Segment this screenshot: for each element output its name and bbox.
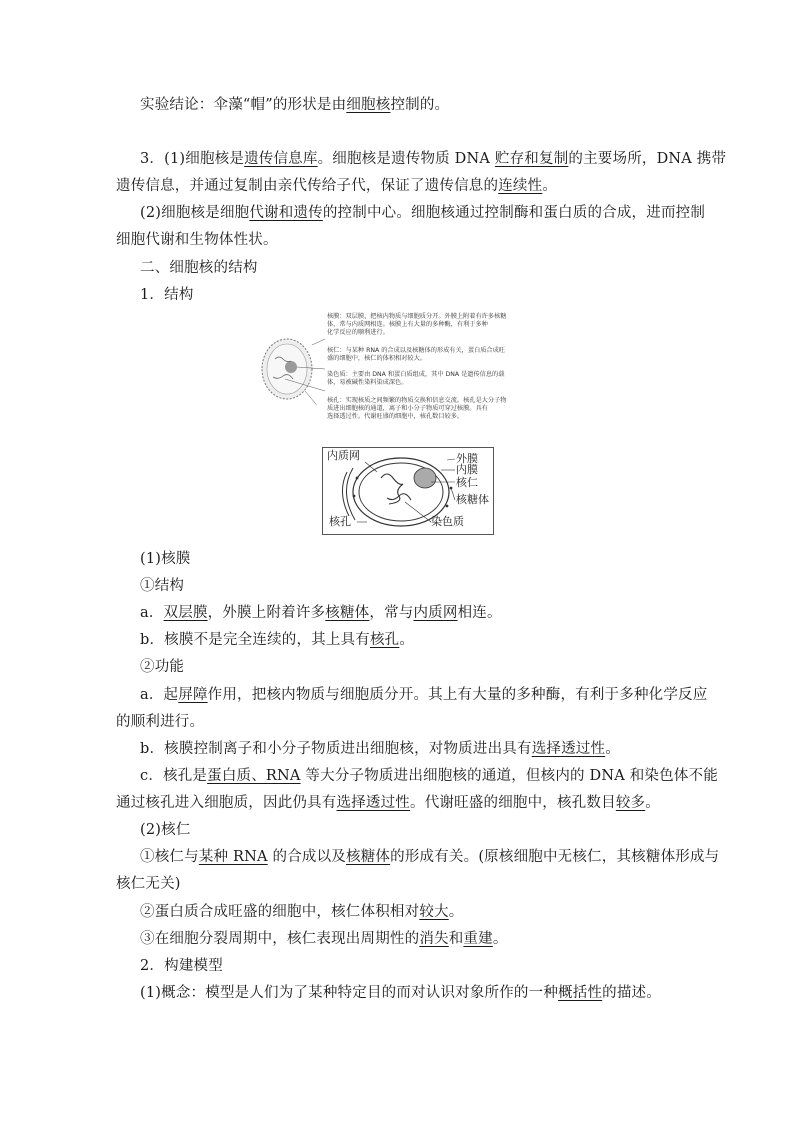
nuclear-pore-note-3: 选择透过性。代谢旺盛的细胞中，核孔数目较多。 — [327, 413, 464, 420]
envelope-function-a-line2: 的顺利进行。 — [116, 714, 205, 730]
paragraph-3-1: 3．(1)细胞核是遗传信息库。细胞核是遗传物质 DNA 贮存和复制的主要场所，DNA 携带 — [140, 151, 727, 167]
label-ribosome: 核糖体 — [456, 493, 489, 506]
nucleus-labeled-diagram — [322, 447, 494, 535]
paragraph-3-1-line2: 遗传信息，并通过复制由亲代传给子代，保证了遗传信息的连续性。 — [116, 178, 558, 194]
paragraph-3-2: (2)细胞核是细胞代谢和遗传的控制中心。细胞核通过控制酶和蛋白质的合成，进而控制 — [140, 205, 706, 221]
subheading-nucleolus: (2)核仁 — [140, 822, 191, 838]
nucleolus-note-2: 盛的细胞中，核仁的体积相对较大。 — [327, 355, 426, 362]
model-concept: (1)概念：模型是人们为了某种特定目的而对认识对象所作的一种概括性的描述。 — [140, 985, 661, 1001]
nucleolus-point-1-line2: 核仁无关) — [116, 876, 181, 892]
envelope-function-c: c．核孔是蛋白质、RNA 等大分子物质进出细胞核的通道，但核内的 DNA 和染色体不能 — [140, 768, 718, 784]
label-nuclear-pore: 核孔 — [329, 515, 351, 528]
label-inner-membrane: 内膜 — [456, 463, 478, 476]
envelope-structure-b: b．核膜不是完全连续的，其上具有核孔。 — [140, 632, 415, 648]
nucleolus-point-2: ②蛋白质合成旺盛的细胞中，核仁体积相对较大。 — [140, 904, 464, 920]
subheading-structure: ①结构 — [140, 578, 185, 594]
envelope-function-c-line2: 通过核孔进入细胞质，因此仍具有选择透过性。代谢旺盛的细胞中，核孔数目较多。 — [116, 795, 660, 811]
nucleus-annotated-figure — [257, 309, 562, 433]
label-chromatin: 染色质 — [431, 515, 464, 528]
nuclear-envelope-note-1: 核膜：双层膜，把核内物质与细胞质分开。外膜上附着有许多核糖 — [327, 313, 507, 320]
label-outer-membrane: 外膜 — [456, 452, 478, 465]
envelope-function-a: a．起屏障作用，把核内物质与细胞质分开。其上有大量的多种酶，有利于多种化学反应 — [140, 687, 708, 703]
subsection-build-model: 2．构建模型 — [140, 958, 223, 974]
nucleus-illustration — [257, 329, 325, 405]
chromatin-note-2: 体，易被碱性染料染成深色。 — [327, 379, 408, 386]
subheading-nuclear-envelope: (1)核膜 — [140, 551, 191, 567]
nuclear-envelope-note-2: 体，常与内质网相连。核膜上有大量的多种酶，有利于多种 — [327, 321, 488, 328]
paragraph-3-2-line2: 细胞代谢和生物体性状。 — [116, 232, 278, 248]
envelope-function-b: b．核膜控制离子和小分子物质进出细胞核，对物质进出具有选择透过性。 — [140, 741, 620, 757]
chromatin-note-1: 染色质：主要由 DNA 和蛋白质组成，其中 DNA 是遗传信息的载 — [327, 371, 505, 378]
nucleolus-note-1: 核仁：与某种 RNA 的合成以及核糖体的形成有关，蛋白质合成旺 — [327, 347, 505, 354]
experiment-conclusion: 实验结论：伞藻“帽”的形状是由细胞核控制的。 — [140, 97, 450, 113]
label-endoplasmic-reticulum: 内质网 — [327, 449, 360, 462]
envelope-structure-a: a．双层膜，外膜上附着许多核糖体，常与内质网相连。 — [140, 605, 502, 621]
label-nucleolus: 核仁 — [456, 476, 478, 489]
nuclear-envelope-note-3: 化学反应的顺利进行。 — [327, 329, 389, 336]
subheading-function: ②功能 — [140, 659, 185, 675]
nucleolus-point-1: ①核仁与某种 RNA 的合成以及核糖体的形成有关。(原核细胞中无核仁，其核糖体形成与 — [140, 849, 720, 865]
section-heading-2: 二、细胞核的结构 — [140, 260, 258, 276]
nuclear-pore-note-2: 质进出细胞核的通道，离子和小分子物质可穿过核膜。具有 — [327, 405, 488, 412]
nuclear-pore-note-1: 核孔：实现核质之间频繁的物质交换和信息交流。核孔是大分子物 — [327, 397, 507, 404]
nucleolus-point-3: ③在细胞分裂周期中，核仁表现出周期性的消失和重建。 — [140, 931, 508, 947]
subsection-structure: 1．结构 — [140, 287, 194, 303]
